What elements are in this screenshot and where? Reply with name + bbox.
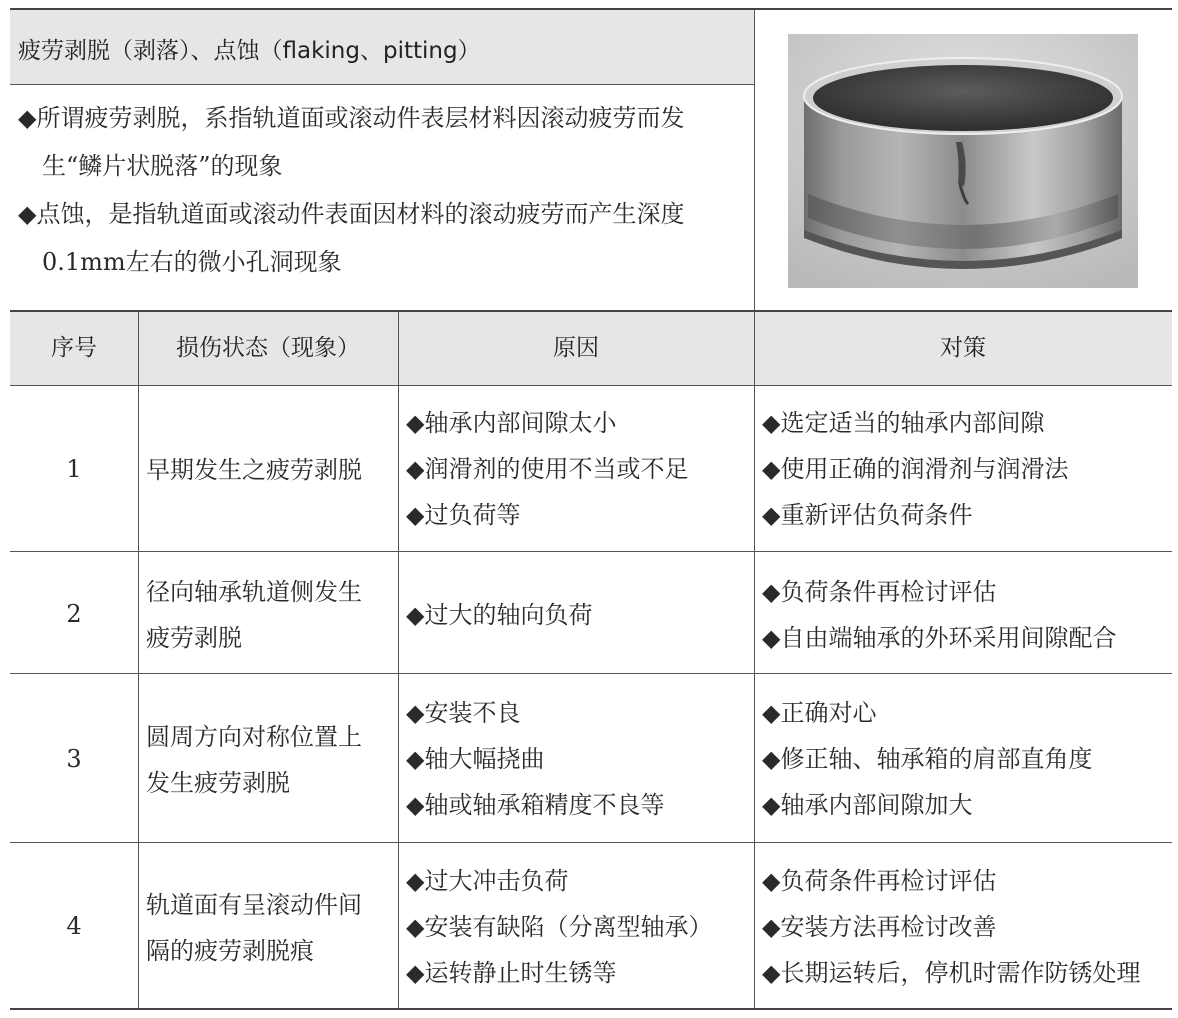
measure-item: ◆修正轴、轴承箱的肩部直角度 [762, 745, 1093, 773]
intro-line: ◆点蚀，是指轨道面或滚动件表面因材料的滚动疲劳而产生深度 [18, 200, 685, 228]
intro-line: ◆所谓疲劳剥脱，系指轨道面或滚动件表层材料因滚动疲劳而发 [18, 104, 685, 132]
bearing-ring-illustration [788, 34, 1138, 288]
intro-line: 0.1mm左右的微小孔洞现象 [42, 248, 342, 276]
cause-item: ◆过大冲击负荷 [406, 867, 569, 895]
state-line: 发生疲劳剥脱 [146, 769, 290, 797]
table-header [10, 312, 1172, 386]
top-section [10, 8, 1172, 312]
damage-table [10, 310, 1172, 1010]
state-line: 隔的疲劳剥脱痕 [146, 937, 314, 965]
section-title: 疲劳剥脱（剥落）、点蚀（flaking、pitting） [18, 38, 481, 64]
cause-item: ◆过负荷等 [406, 501, 521, 529]
measure-item: ◆负荷条件再检讨评估 [762, 578, 997, 606]
cause-item: ◆润滑剂的使用不当或不足 [406, 455, 689, 483]
intro-line: 生“鳞片状脱落”的现象 [42, 152, 283, 180]
measure-list [762, 569, 1116, 661]
damage-state [146, 447, 362, 493]
measure-item: ◆自由端轴承的外环采用间隙配合 [762, 624, 1117, 652]
header-state: 损伤状态（现象） [176, 335, 360, 361]
grid-line [138, 312, 139, 1008]
state-line: 圆周方向对称位置上 [146, 723, 362, 751]
damage-state [146, 882, 362, 974]
damage-state [146, 569, 362, 661]
measure-item: ◆负荷条件再检讨评估 [762, 867, 997, 895]
cause-list [406, 858, 712, 996]
cause-item: ◆轴大幅挠曲 [406, 745, 545, 773]
header-no: 序号 [51, 335, 97, 361]
cause-item: ◆轴或轴承箱精度不良等 [406, 791, 665, 819]
cause-list [406, 400, 688, 538]
column-divider [754, 10, 755, 312]
cause-item: ◆安装有缺陷（分离型轴承） [406, 913, 713, 941]
row-number: 1 [66, 455, 82, 483]
measure-item: ◆选定适当的轴承内部间隙 [762, 409, 1045, 437]
measure-item: ◆使用正确的润滑剂与润滑法 [762, 455, 1069, 483]
grid-line [754, 312, 755, 1008]
state-line: 早期发生之疲劳剥脱 [146, 456, 362, 484]
measure-item: ◆重新评估负荷条件 [762, 501, 973, 529]
state-line: 轨道面有呈滚动件间 [146, 891, 362, 919]
state-line: 径向轴承轨道侧发生 [146, 578, 362, 606]
measure-item: ◆正确对心 [762, 699, 877, 727]
row-number: 3 [66, 745, 82, 773]
cause-list [406, 592, 592, 638]
measure-list [762, 400, 1068, 538]
row-divider [10, 673, 1172, 674]
grid-line [398, 312, 399, 1008]
cause-item: ◆运转静止时生锈等 [406, 959, 617, 987]
measure-list [762, 690, 1092, 828]
state-line: 疲劳剥脱 [146, 624, 242, 652]
header-measure: 对策 [940, 335, 986, 361]
measure-item: ◆安装方法再检讨改善 [762, 913, 997, 941]
header-cause: 原因 [553, 335, 599, 361]
measure-list [762, 858, 1140, 996]
section-header [10, 10, 754, 85]
cause-item: ◆轴承内部间隙太小 [406, 409, 617, 437]
cause-list [406, 690, 664, 828]
intro-text [10, 86, 754, 312]
cause-item: ◆安装不良 [406, 699, 521, 727]
measure-item: ◆轴承内部间隙加大 [762, 791, 973, 819]
measure-item: ◆长期运转后，停机时需作防锈处理 [762, 959, 1141, 987]
row-divider [10, 551, 1172, 552]
flaking-pitting-document [10, 8, 1172, 1006]
row-number: 2 [66, 600, 82, 628]
cause-item: ◆过大的轴向负荷 [406, 601, 593, 629]
row-divider [10, 842, 1172, 843]
row-number: 4 [66, 912, 82, 940]
bearing-ring-photo [788, 34, 1138, 288]
damage-state [146, 714, 362, 806]
